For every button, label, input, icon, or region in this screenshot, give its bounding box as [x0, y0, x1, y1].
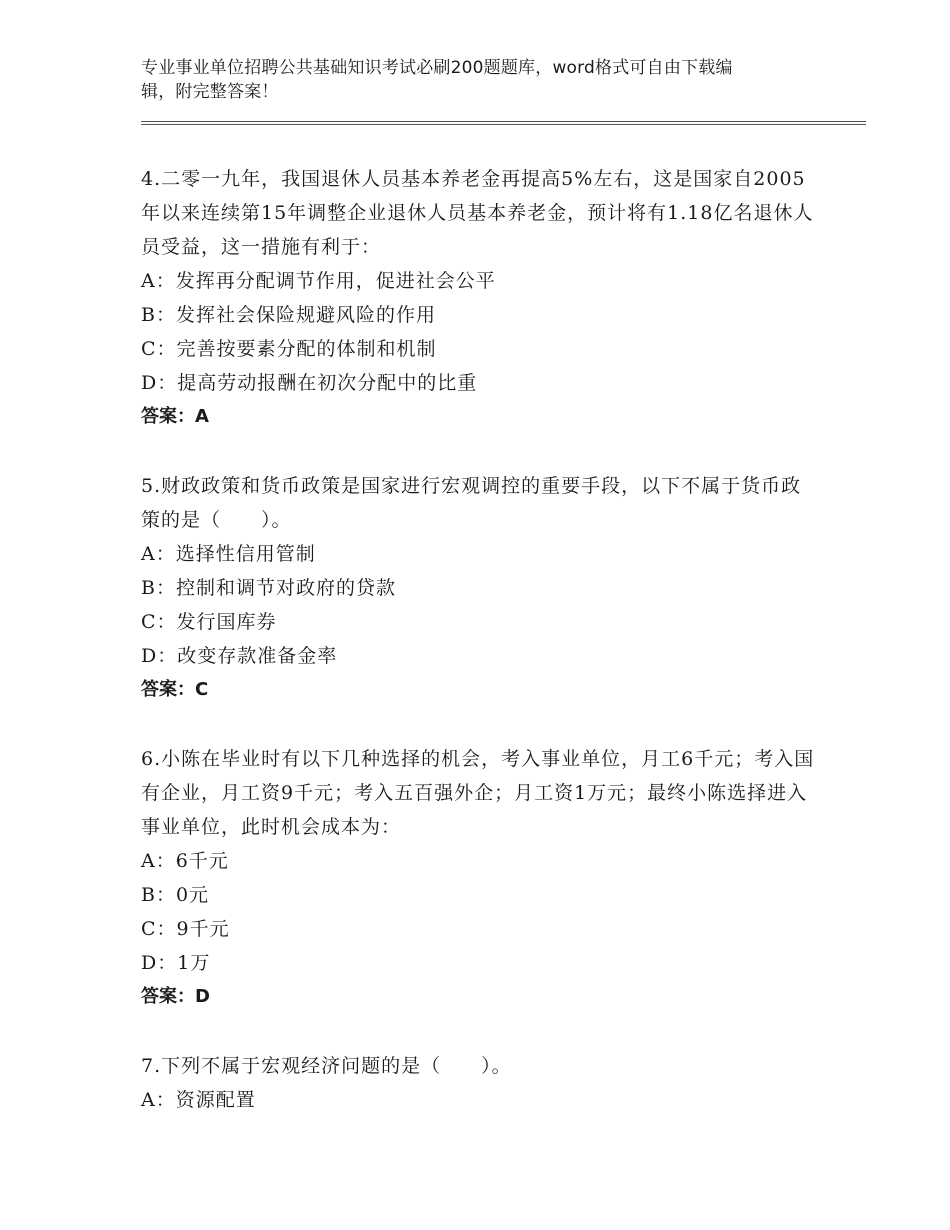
- question-4: [141, 162, 821, 434]
- option-c: C：发行国库券: [141, 611, 277, 633]
- question-stem: 4.二零一九年，我国退休人员基本养老金再提高5%左右，这是国家自2005年以来连续第15年调整企业退休人员基本养老金，预计将有1.18亿名退休人员受益，这一措施有利于：: [141, 168, 814, 258]
- question-6: [141, 742, 821, 1014]
- option-a: A：发挥再分配调节作用，促进社会公平: [141, 270, 496, 292]
- question-7: [141, 1049, 821, 1117]
- option-b: B：0元: [141, 884, 210, 906]
- header-line-2: 辑，附完整答案！: [141, 82, 279, 102]
- header-line-1: 专业事业单位招聘公共基础知识考试必刷200题题库，word格式可自由下载编: [141, 58, 733, 78]
- header-divider: [141, 121, 866, 125]
- answer-label: 答案：D: [141, 986, 210, 1007]
- option-b: B：发挥社会保险规避风险的作用: [141, 304, 436, 326]
- option-d: D：改变存款准备金率: [141, 645, 338, 667]
- option-a: A：选择性信用管制: [141, 543, 316, 565]
- option-d: D：1万: [141, 952, 211, 974]
- question-list: [141, 162, 821, 1152]
- option-b: B：控制和调节对政府的贷款: [141, 577, 396, 599]
- option-a: A：6千元: [141, 850, 229, 872]
- document-header: [141, 56, 801, 104]
- option-c: C：完善按要素分配的体制和机制: [141, 338, 437, 360]
- answer-label: 答案：A: [141, 406, 209, 427]
- option-a: A：资源配置: [141, 1089, 256, 1111]
- option-d: D：提高劳动报酬在初次分配中的比重: [141, 372, 478, 394]
- question-stem: 5.财政政策和货币政策是国家进行宏观调控的重要手段，以下不属于货币政策的是（ ）。: [141, 475, 802, 531]
- question-stem: 6.小陈在毕业时有以下几种选择的机会，考入事业单位，月工6千元；考入国有企业，月工资9千元；考入五百强外企；月工资1万元；最终小陈选择进入事业单位，此时机会成本为：: [141, 748, 815, 838]
- answer-label: 答案：C: [141, 679, 209, 700]
- option-c: C：9千元: [141, 918, 230, 940]
- question-5: [141, 469, 821, 707]
- question-stem: 7.下列不属于宏观经济问题的是（ ）。: [141, 1055, 512, 1077]
